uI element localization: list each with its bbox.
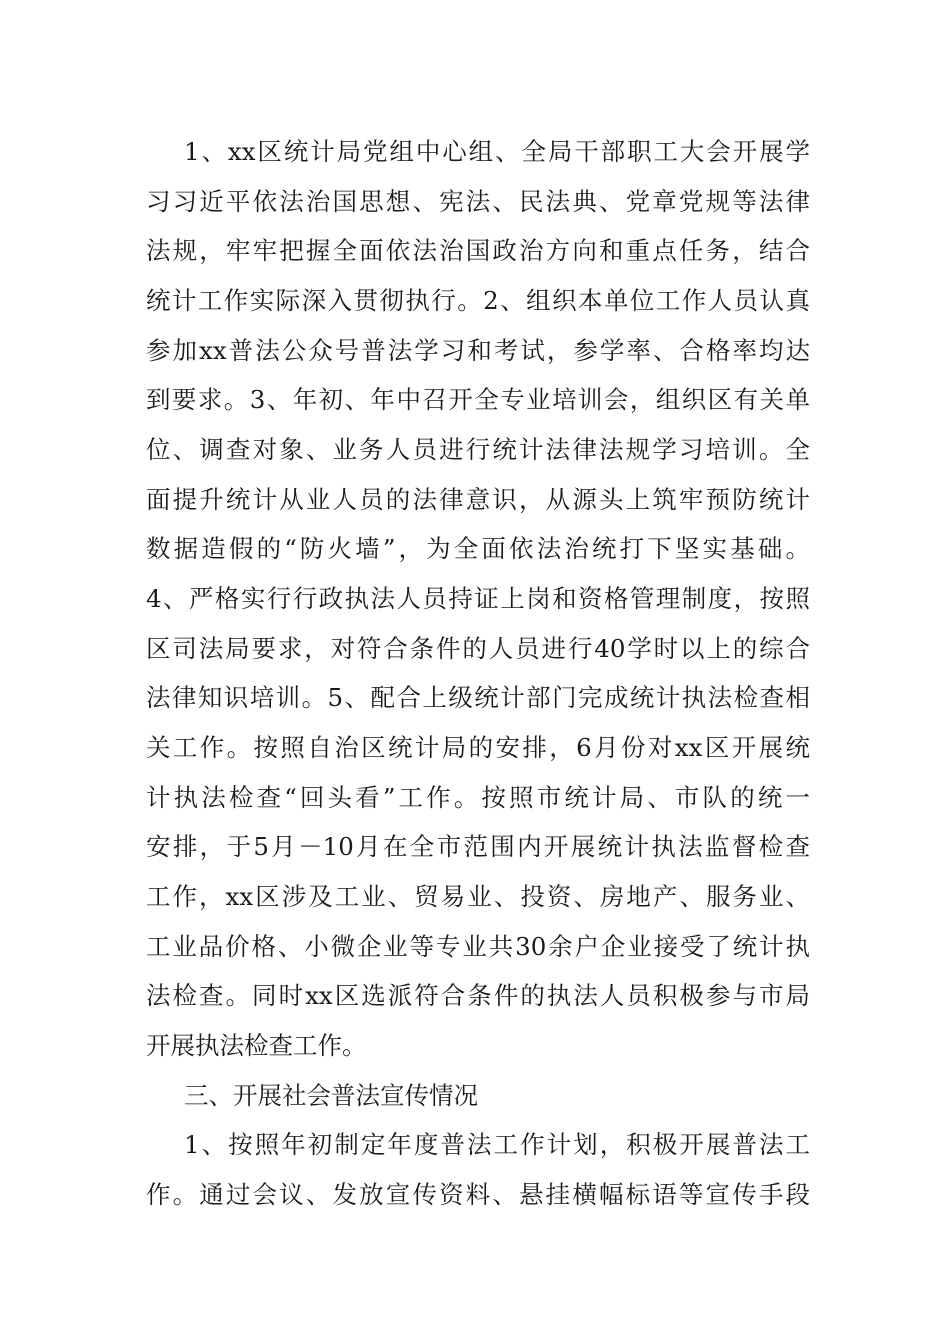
paragraph-line: 法检查。同时xx区选派符合条件的执法人员积极参与市局: [146, 981, 810, 1010]
paragraph-line: 工业品价格、小微企业等专业共30余户企业接受了统计执: [146, 932, 810, 961]
paragraph-line: 开展执法检查工作。: [146, 1031, 367, 1060]
paragraph-line: 位、调查对象、业务人员进行统计法律法规学习培训。全: [146, 435, 810, 464]
paragraph-line: 计执法检查“回头看”工作。按照市统计局、市队的统一: [146, 783, 810, 812]
paragraph-line: 统计工作实际深入贯彻执行。2、组织本单位工作人员认真: [146, 286, 810, 315]
paragraph-line: 到要求。3、年初、年中召开全专业培训会，组织区有关单: [146, 385, 810, 414]
paragraph-line: 4、严格实行行政执法人员持证上岗和资格管理制度，按照: [146, 584, 810, 613]
paragraph-line: 法律知识培训。5、配合上级统计部门完成统计执法检查相: [146, 683, 810, 712]
paragraph-line: 安排，于5月－10月在全市范围内开展统计执法监督检查: [146, 832, 810, 861]
section-heading: 三、开展社会普法宣传情况: [184, 1081, 478, 1110]
paragraph-line: 区司法局要求，对符合条件的人员进行40学时以上的综合: [146, 634, 810, 663]
paragraph-line: 数据造假的“防火墙”，为全面依法治统打下坚实基础。: [146, 534, 810, 563]
paragraph-line: 1、xx区统计局党组中心组、全局干部职工大会开展学: [184, 137, 810, 166]
paragraph-line: 法规，牢牢把握全面依法治国政治方向和重点任务，结合: [146, 236, 810, 265]
paragraph-line: 工作，xx区涉及工业、贸易业、投资、房地产、服务业、: [146, 882, 810, 911]
paragraph-line: 习习近平依法治国思想、宪法、民法典、党章党规等法律: [146, 187, 810, 216]
paragraph-line: 关工作。按照自治区统计局的安排，6月份对xx区开展统: [146, 733, 810, 762]
paragraph-line: 参加xx普法公众号普法学习和考试，参学率、合格率均达: [146, 336, 810, 365]
paragraph-line: 作。通过会议、发放宣传资料、悬挂横幅标语等宣传手段: [146, 1180, 810, 1209]
paragraph-line: 1、按照年初制定年度普法工作计划，积极开展普法工: [184, 1130, 810, 1159]
paragraph-line: 面提升统计从业人员的法律意识，从源头上筑牢预防统计: [146, 485, 810, 514]
